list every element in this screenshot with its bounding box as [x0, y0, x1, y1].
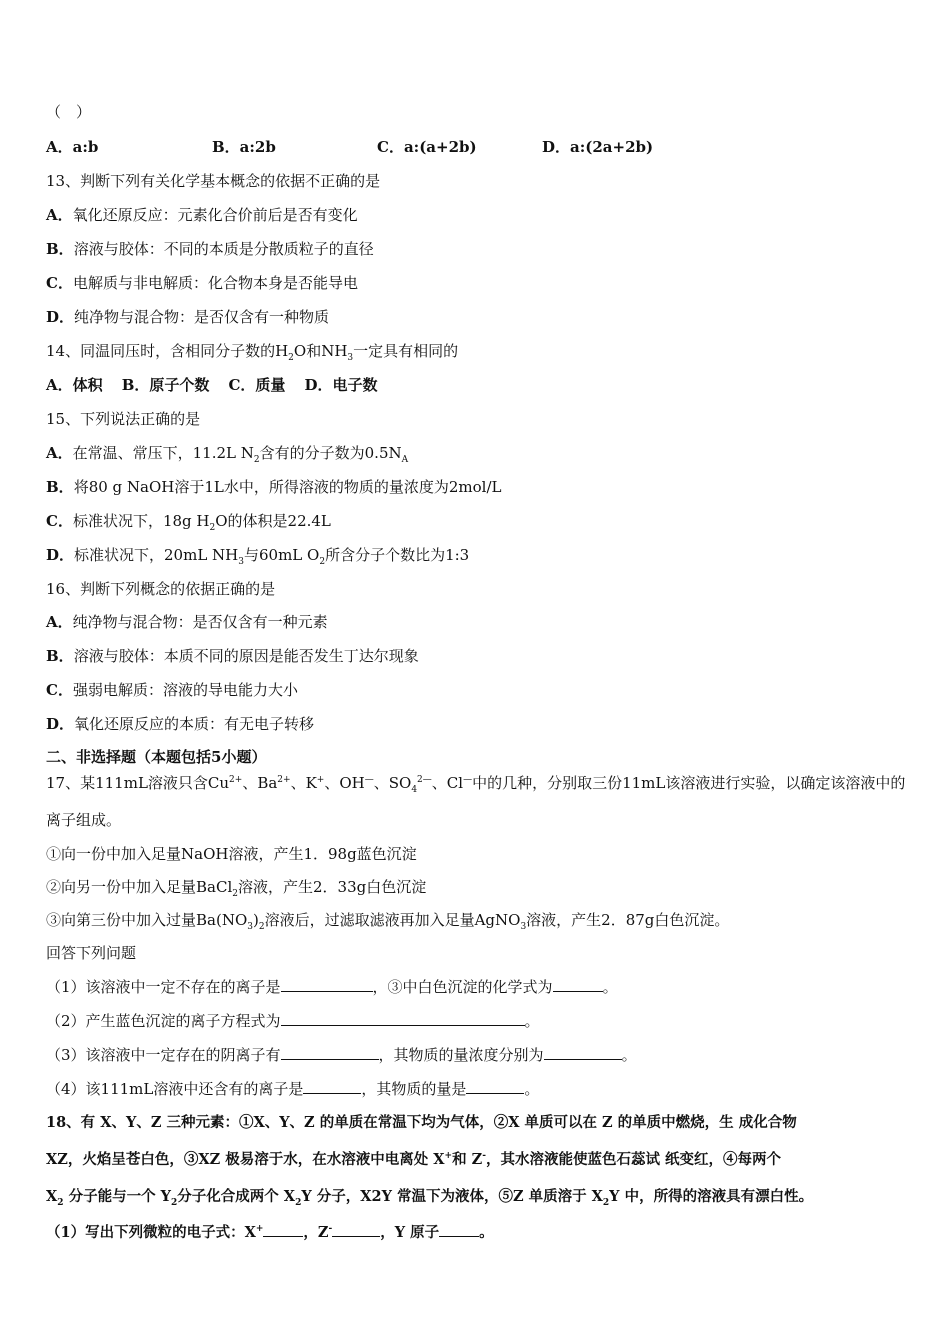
q16-option-b: B．溶液与胶体：本质不同的原因是能否发生丁达尔现象 [46, 647, 419, 665]
q18-stem-line2: XZ，火焰呈苍白色，③XZ 极易溶于水，在水溶液中电离处 X+和 Z-，其水溶液能使蓝色石蕊试 纸变红，④每两个 [46, 1151, 781, 1168]
answer-blank[interactable] [466, 1079, 524, 1094]
q14-option-a: A．体积 [46, 376, 103, 394]
answer-blank[interactable] [281, 1011, 525, 1026]
q17-step-2: ②向另一份中加入足量BaCl$_2$溶液，产生2．33g白色沉淀 [46, 878, 427, 899]
q13-option-d: D．纯净物与混合物：是否仅含有一种物质 [46, 308, 330, 326]
q14-stem: 14、同温同压时，含相同分子数的$H_2O$和$NH_3$一定具有相同的 [46, 342, 459, 363]
q12-option-a: A．a:b [46, 138, 99, 156]
answer-blank[interactable] [553, 977, 603, 992]
q15-option-a: A．在常温、常压下，11.2L $N_2$含有的分子数为$0.5N_A$ [46, 444, 409, 465]
q17-part-4: （4）该111mL溶液中还含有的离子是 ，其物质的量是 。 [46, 1080, 540, 1098]
answer-blank[interactable] [439, 1222, 479, 1237]
q15-option-c: C．标准状况下，18g $H_2O$的体积是22.4L [46, 512, 331, 533]
q17-part-2: （2）产生蓝色沉淀的离子方程式为 。 [46, 1012, 540, 1030]
answer-blank[interactable] [281, 977, 373, 992]
q18-stem-line3: $X_2$ 分子能与一个 $Y_2$分子化合成两个 $X_2Y$ 分子，X2Y 常温下为液体，⑤Z 单质溶于 $X_2Y$ 中，所得的溶液具有漂白性。 [46, 1188, 814, 1208]
q16-option-c: C．强弱电解质：溶液的导电能力大小 [46, 681, 298, 699]
q14-option-d: D．电子数 [304, 376, 378, 394]
q17-stem-line2: 离子组成。 [46, 811, 122, 829]
answer-blank[interactable] [303, 1079, 361, 1094]
q16-option-d: D．氧化还原反应的本质：有无电子转移 [46, 715, 315, 733]
q14-options [46, 375, 378, 395]
q15-option-d: D．标准状况下，20mL $NH_3$与60mL $O_2$所含分子个数比为1:3 [46, 546, 470, 567]
answer-blank[interactable] [281, 1045, 379, 1060]
q18-stem-line1: 18、有 X、Y、Z 三种元素：①X、Y、Z 的单质在常温下均为气体，②X 单质可以在 Z 的单质中燃烧，生 成化合物 [46, 1114, 797, 1131]
q16-option-a: A．纯净物与混合物：是否仅含有一种元素 [46, 613, 328, 631]
q17-part-3: （3）该溶液中一定存在的阴离子有 ，其物质的量浓度分别为 。 [46, 1046, 637, 1064]
q12-option-d: D．a:(2a+2b) [542, 138, 654, 156]
q14-option-c: C．质量 [228, 376, 286, 394]
q17-part-1: （1）该溶液中一定不存在的离子是 ，③中白色沉淀的化学式为 。 [46, 978, 618, 996]
q12-option-c: C．a:(a+2b) [377, 138, 477, 156]
section-2-title: 二、非选择题（本题包括5小题） [46, 748, 267, 766]
answer-blank[interactable] [263, 1222, 303, 1237]
answer-blank[interactable] [544, 1045, 622, 1060]
q17-step-1: ①向一份中加入足量NaOH溶液，产生1．98g蓝色沉淀 [46, 845, 417, 863]
q13-option-b: B．溶液与胶体：不同的本质是分散质粒子的直径 [46, 240, 374, 258]
q14-option-b: B．原子个数 [121, 376, 210, 394]
q17-step-3: ③向第三份中加入过量$Ba(NO_3)_2$溶液后，过滤取滤液再加入足量AgNO$_3$溶液，产生2．87g白色沉淀。 [46, 911, 730, 932]
q17-stem-line1: 17、某111mL溶液只含$Cu^{2+}$、$Ba^{2+}$、K+、OH—、$SO_4^{2—}$、Cl—中的几种，分别取三份11mL该溶液进行实验，以确定该溶液中的 [46, 774, 906, 795]
q15-stem: 15、下列说法正确的是 [46, 410, 201, 428]
q12-option-b: B．a:2b [212, 138, 276, 156]
answer-blank[interactable] [332, 1222, 380, 1237]
q13-option-a: A．氧化还原反应：元素化合价前后是否有变化 [46, 206, 358, 224]
q12-paren: （ ） [46, 103, 92, 121]
q18-part-1: （1）写出下列微粒的电子式：X+ ，Z- ，Y 原子 。 [46, 1224, 494, 1241]
q13-stem: 13、判断下列有关化学基本概念的依据不正确的是 [46, 172, 381, 190]
q13-option-c: C．电解质与非电解质：化合物本身是否能导电 [46, 274, 358, 292]
q16-stem: 16、判断下列概念的依据正确的是 [46, 580, 276, 598]
q15-option-b: B．将80 g NaOH溶于1L水中，所得溶液的物质的量浓度为2mol/L [46, 478, 502, 496]
q17-answer-intro: 回答下列问题 [46, 944, 137, 962]
